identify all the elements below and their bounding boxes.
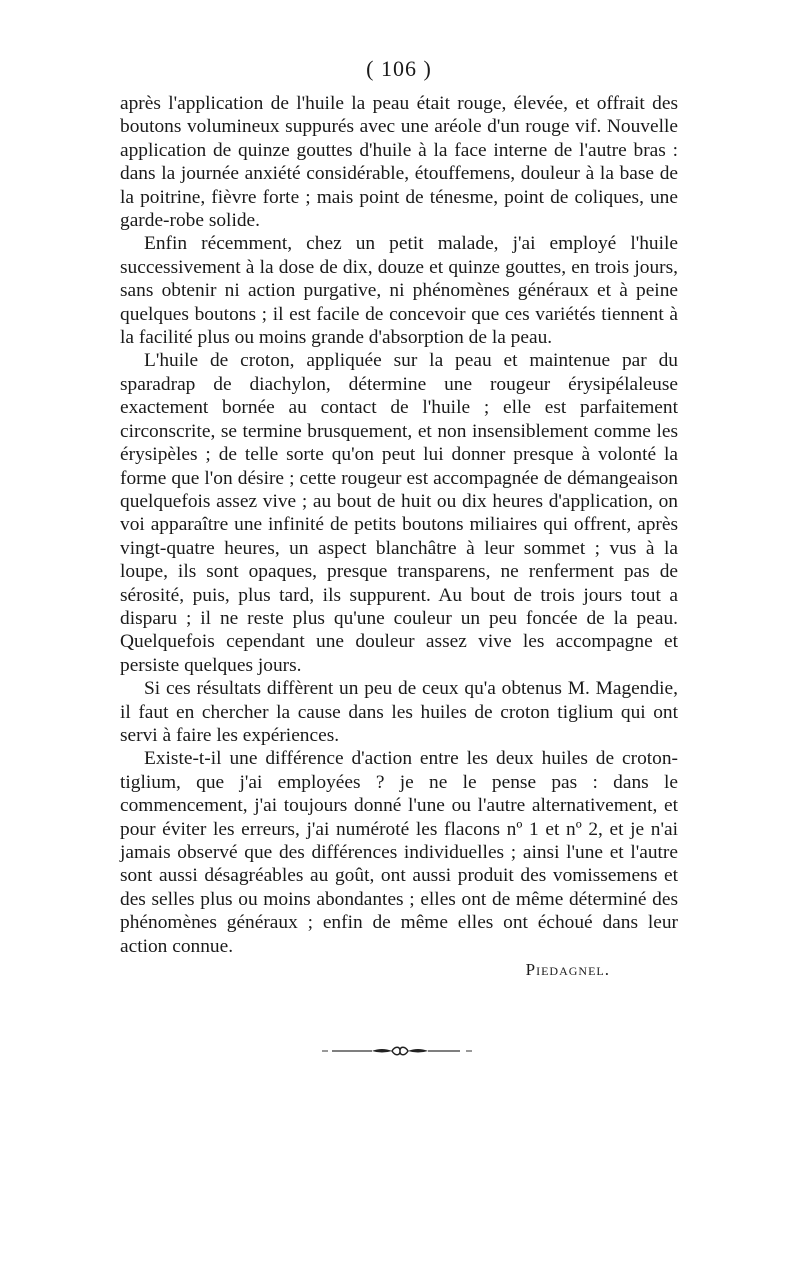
paragraph-3: L'huile de croton, appliquée sur la peau et maintenue par du sparadrap de diachylon, détermine une rougeur érysipélaleuse exactement bornée au contact de l'huile ; elle est parfaitement circonscrite, se termine brusquement, et non insensiblement comme les érysipèles ; de telle sorte qu'on peut lui donner presque à volonté la forme que l'on désire ; cette rougeur est accompagnée de démangeaison quelquefois assez vive ; au bout de huit ou dix heures d'application, on voi apparaître une infinité de petits boutons miliaires qui offrent, après vingt-quatre heures, un aspect blanchâtre à leur sommet ; vus à la loupe, ils sont opaques, presque transparens, ne renferment pas de sérosité, puis, plus tard, ils suppurent. Au bout de trois jours tout a disparu ; il ne reste plus qu'une couleur un peu foncée de la peau. Quelquefois cependant une douleur assez vive les accompagne et persiste quelques jours. (120, 350, 678, 676)
ornament-flourish-right (408, 1049, 428, 1053)
ornament-center-scroll (392, 1047, 408, 1055)
paragraph-5: Existe-t-il une différence d'action entre les deux huiles de croton-tiglium, que j'ai employées ? je ne le pense pas : dans le commencement, j'ai toujours donné l'une ou l'autre alternativement, et pour éviter les erreurs, j'ai numéroté les flacons nº 1 et nº 2, et je n'ai jamais observé que des différences individuelles ; ainsi l'une et l'autre sont aussi désagréables au goût, ont aussi produit des vomissemens et des selles plus ou moins abondantes ; elles ont de même déterminé des phénomènes généraux ; enfin de même elles ont échoué dans leur action connue. (120, 748, 678, 957)
ornament-divider (320, 1043, 480, 1059)
ornament-flourish-left (372, 1049, 392, 1053)
signature-row (120, 958, 678, 981)
paragraph-2: Enfin récemment, chez un petit malade, j'ai employé l'huile successivement à la dose de dix, douze et quinze gouttes, en trois jours, sans obtenir ni action purgative, ni phénomènes généraux et à peine quelques boutons ; il est facile de concevoir que ces variétés tiennent à la facilité plus ou moins grande d'absorption de la peau. (120, 233, 678, 349)
page-number: ( 106 ) (366, 56, 432, 81)
paragraph-1: après l'application de l'huile la peau était rouge, élevée, et offrait des boutons volumineux suppurés avec une aréole d'un rouge vif. Nouvelle application de quinze gouttes d'huile à la face interne de l'autre bras : dans la journée anxiété considérable, étouffemens, douleur à la base de la poitrine, fièvre forte ; mais point de ténesme, point de coliques, une garde-robe solide. (120, 93, 678, 232)
paragraph-4: Si ces résultats diffèrent un peu de ceux qu'a obtenus M. Magendie, il faut en chercher la cause dans les huiles de croton tiglium qui ont servi à faire les expériences. (120, 678, 678, 746)
author-signature: Piedagnel. (525, 960, 610, 980)
document-page (120, 56, 678, 981)
